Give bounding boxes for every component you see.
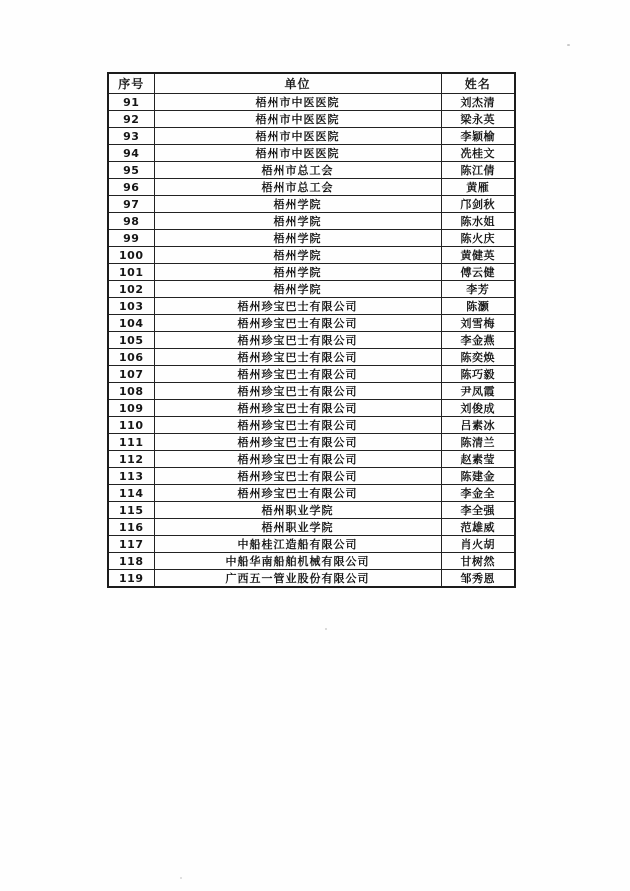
table-row	[108, 179, 515, 196]
row-name-cell: 邹秀恩	[441, 570, 515, 588]
row-unit-cell: 梧州学院	[154, 213, 441, 230]
row-name-cell: 甘树然	[441, 553, 515, 570]
row-name-cell: 陈火庆	[441, 230, 515, 247]
row-index-cell: 96	[108, 179, 154, 196]
row-index-cell: 118	[108, 553, 154, 570]
row-name-cell: 陈灏	[441, 298, 515, 315]
row-name-cell: 尹凤霞	[441, 383, 515, 400]
row-index-cell: 114	[108, 485, 154, 502]
row-name-cell: 刘杰清	[441, 94, 515, 111]
row-index-cell: 111	[108, 434, 154, 451]
row-index-cell: 110	[108, 417, 154, 434]
row-name-cell: 肖火胡	[441, 536, 515, 553]
row-unit-cell: 梧州珍宝巴士有限公司	[154, 400, 441, 417]
row-name-cell: 陈奕焕	[441, 349, 515, 366]
row-unit-cell: 梧州学院	[154, 247, 441, 264]
row-name-cell: 陈清兰	[441, 434, 515, 451]
row-unit-cell: 梧州珍宝巴士有限公司	[154, 468, 441, 485]
row-unit-cell: 梧州珍宝巴士有限公司	[154, 451, 441, 468]
table-row	[108, 196, 515, 213]
table-row	[108, 536, 515, 553]
row-index-cell: 109	[108, 400, 154, 417]
row-name-cell: 李全强	[441, 502, 515, 519]
row-index-cell: 100	[108, 247, 154, 264]
row-index-cell: 106	[108, 349, 154, 366]
row-index-cell: 112	[108, 451, 154, 468]
row-unit-cell: 梧州珍宝巴士有限公司	[154, 298, 441, 315]
row-unit-cell: 梧州珍宝巴士有限公司	[154, 485, 441, 502]
row-name-cell: 冼桂文	[441, 145, 515, 162]
row-index-cell: 93	[108, 128, 154, 145]
row-index-cell: 91	[108, 94, 154, 111]
row-index-cell: 113	[108, 468, 154, 485]
table-row	[108, 298, 515, 315]
table-row	[108, 230, 515, 247]
table-row	[108, 162, 515, 179]
row-name-cell: 陈水姐	[441, 213, 515, 230]
row-unit-cell: 梧州珍宝巴士有限公司	[154, 315, 441, 332]
row-name-cell: 黄雁	[441, 179, 515, 196]
table-row	[108, 213, 515, 230]
table-row	[108, 128, 515, 145]
row-unit-cell: 梧州市中医医院	[154, 145, 441, 162]
row-name-cell: 吕素冰	[441, 417, 515, 434]
row-index-cell: 97	[108, 196, 154, 213]
row-unit-cell: 梧州珍宝巴士有限公司	[154, 434, 441, 451]
row-index-cell: 117	[108, 536, 154, 553]
row-unit-cell: 梧州珍宝巴士有限公司	[154, 417, 441, 434]
row-index-cell: 104	[108, 315, 154, 332]
row-unit-cell: 梧州职业学院	[154, 519, 441, 536]
row-name-cell: 刘俊成	[441, 400, 515, 417]
row-index-cell: 94	[108, 145, 154, 162]
table-row	[108, 570, 515, 588]
row-unit-cell: 中船桂江造船有限公司	[154, 536, 441, 553]
table-row	[108, 145, 515, 162]
table-row	[108, 264, 515, 281]
table-row	[108, 111, 515, 128]
row-unit-cell: 梧州学院	[154, 196, 441, 213]
table-header-row	[108, 73, 515, 94]
row-unit-cell: 梧州学院	[154, 264, 441, 281]
row-index-cell: 92	[108, 111, 154, 128]
row-unit-cell: 梧州珍宝巴士有限公司	[154, 349, 441, 366]
row-name-cell: 陈巧毅	[441, 366, 515, 383]
row-index-cell: 105	[108, 332, 154, 349]
row-index-cell: 107	[108, 366, 154, 383]
scan-speck	[567, 44, 570, 46]
table-row	[108, 400, 515, 417]
header-unit: 单位	[154, 73, 441, 94]
row-unit-cell: 梧州市中医医院	[154, 94, 441, 111]
row-index-cell: 103	[108, 298, 154, 315]
table-row	[108, 315, 515, 332]
table-row	[108, 553, 515, 570]
scan-speck	[180, 877, 182, 879]
row-unit-cell: 广西五一管业股份有限公司	[154, 570, 441, 588]
row-unit-cell: 梧州珍宝巴士有限公司	[154, 366, 441, 383]
row-index-cell: 98	[108, 213, 154, 230]
row-index-cell: 102	[108, 281, 154, 298]
table-row	[108, 349, 515, 366]
row-name-cell: 李金燕	[441, 332, 515, 349]
table-row	[108, 94, 515, 111]
row-index-cell: 99	[108, 230, 154, 247]
row-unit-cell: 梧州珍宝巴士有限公司	[154, 383, 441, 400]
row-index-cell: 116	[108, 519, 154, 536]
header-index: 序号	[108, 73, 154, 94]
table-row	[108, 417, 515, 434]
row-index-cell: 101	[108, 264, 154, 281]
table-row	[108, 247, 515, 264]
row-name-cell: 刘雪梅	[441, 315, 515, 332]
table-row	[108, 332, 515, 349]
row-name-cell: 李颖榆	[441, 128, 515, 145]
scan-speck	[325, 628, 327, 630]
row-unit-cell: 梧州学院	[154, 230, 441, 247]
header-name: 姓名	[441, 73, 515, 94]
row-unit-cell: 梧州珍宝巴士有限公司	[154, 332, 441, 349]
row-index-cell: 108	[108, 383, 154, 400]
table-row	[108, 383, 515, 400]
row-unit-cell: 梧州市总工会	[154, 162, 441, 179]
roster-table	[107, 72, 516, 588]
row-unit-cell: 梧州市中医医院	[154, 128, 441, 145]
row-name-cell: 赵素莹	[441, 451, 515, 468]
row-name-cell: 陈建金	[441, 468, 515, 485]
table-row	[108, 519, 515, 536]
row-name-cell: 梁永英	[441, 111, 515, 128]
row-unit-cell: 梧州市中医医院	[154, 111, 441, 128]
row-unit-cell: 梧州职业学院	[154, 502, 441, 519]
table-row	[108, 281, 515, 298]
row-name-cell: 傅云健	[441, 264, 515, 281]
row-name-cell: 范雄威	[441, 519, 515, 536]
table-row	[108, 451, 515, 468]
row-unit-cell: 梧州市总工会	[154, 179, 441, 196]
table-row	[108, 502, 515, 519]
row-name-cell: 陈江倩	[441, 162, 515, 179]
row-name-cell: 李金全	[441, 485, 515, 502]
table-row	[108, 485, 515, 502]
row-name-cell: 黄健英	[441, 247, 515, 264]
row-name-cell: 李芳	[441, 281, 515, 298]
table-row	[108, 468, 515, 485]
row-unit-cell: 中船华南船舶机械有限公司	[154, 553, 441, 570]
row-index-cell: 119	[108, 570, 154, 588]
table-row	[108, 366, 515, 383]
row-unit-cell: 梧州学院	[154, 281, 441, 298]
row-index-cell: 115	[108, 502, 154, 519]
table-row	[108, 434, 515, 451]
row-name-cell: 邝剑秋	[441, 196, 515, 213]
row-index-cell: 95	[108, 162, 154, 179]
